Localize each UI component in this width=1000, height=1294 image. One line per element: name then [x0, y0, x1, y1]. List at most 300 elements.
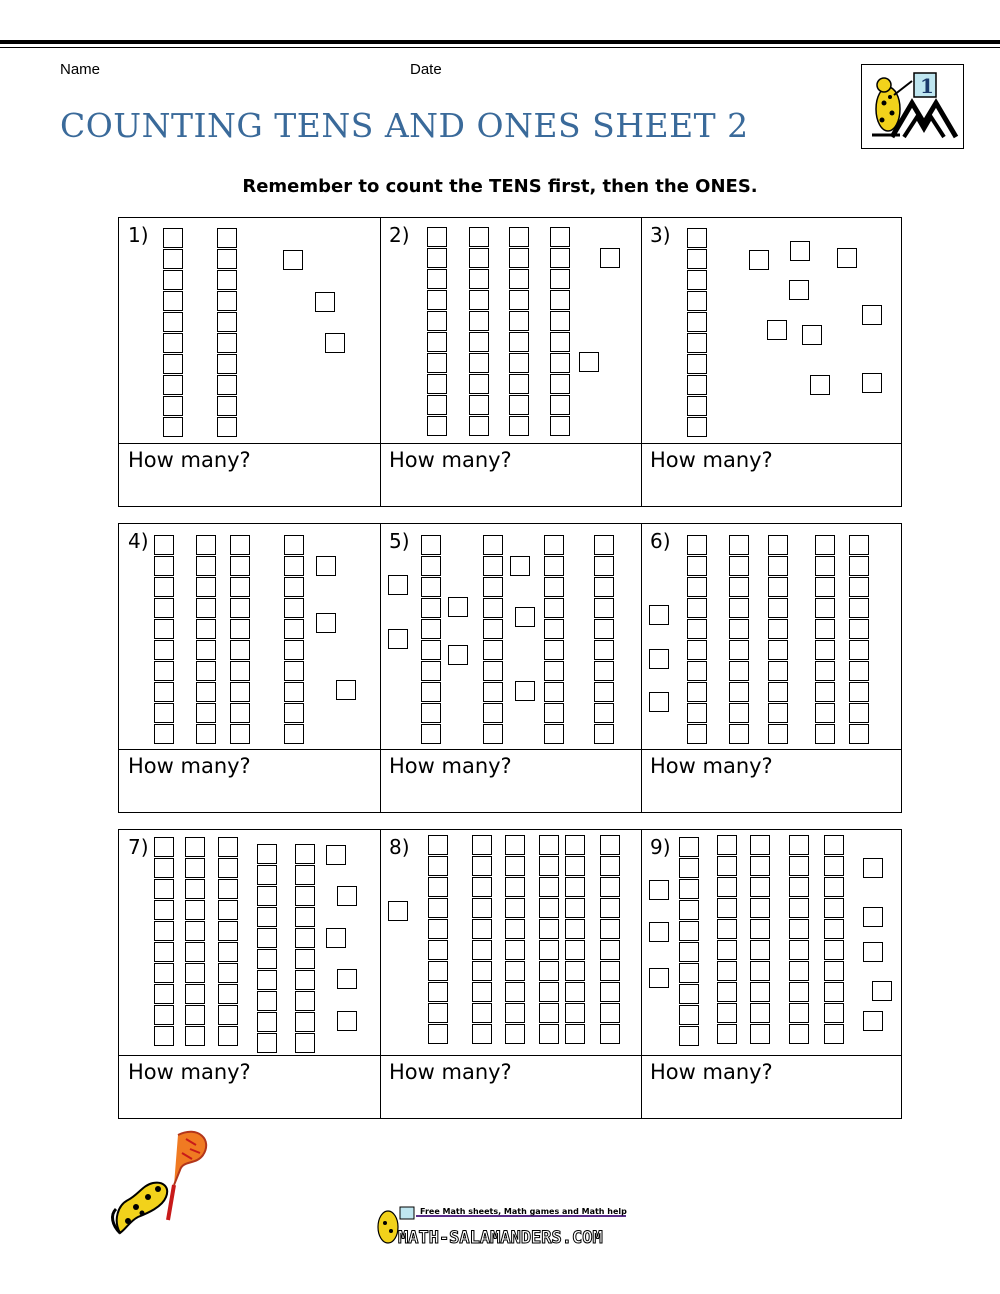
ten-rod-square — [824, 877, 844, 897]
ten-rod-square — [687, 703, 707, 723]
ten-rod-square — [154, 535, 174, 555]
ten-rod-square — [687, 375, 707, 395]
ten-rod-square — [849, 703, 869, 723]
ten-rod-square — [472, 940, 492, 960]
ten-rod-square — [717, 982, 737, 1002]
ten-rod-square — [428, 1024, 448, 1044]
ten-rod-square — [687, 619, 707, 639]
one-cube — [326, 845, 346, 865]
ten-rod-square — [544, 598, 564, 618]
ten-rod-square — [600, 961, 620, 981]
one-cube — [649, 605, 669, 625]
ten-rod-square — [594, 724, 614, 744]
ten-rod-square — [687, 291, 707, 311]
question-number: 7) — [128, 835, 149, 859]
ten-rod-square — [483, 535, 503, 555]
ten-rod-square — [257, 1033, 277, 1053]
ten-rod-square — [509, 227, 529, 247]
ten-rod-square — [550, 353, 570, 373]
ten-rod-square — [717, 940, 737, 960]
ten-rod-square — [483, 724, 503, 744]
ten-rod-square — [717, 1003, 737, 1023]
ten-rod-square — [421, 556, 441, 576]
question-number: 1) — [128, 223, 149, 247]
ten-rod-square — [154, 1026, 174, 1046]
answer-box[interactable] — [641, 1055, 901, 1119]
question-row-3 — [118, 829, 902, 1119]
ten-rod-square — [472, 1003, 492, 1023]
one-cube — [448, 645, 468, 665]
one-cube — [863, 942, 883, 962]
ten-rod-square — [427, 227, 447, 247]
one-cube — [863, 858, 883, 878]
ten-rod-square — [196, 724, 216, 744]
ten-rod-square — [789, 898, 809, 918]
ten-rod-square — [550, 248, 570, 268]
ten-rod-square — [594, 703, 614, 723]
ten-rod-square — [717, 835, 737, 855]
ten-rod-square — [472, 835, 492, 855]
ten-rod-square — [750, 835, 770, 855]
how-many-prompt: How many? — [128, 1060, 251, 1084]
ten-rod-square — [217, 249, 237, 269]
one-cube — [837, 248, 857, 268]
ten-rod-square — [594, 598, 614, 618]
question-number: 3) — [650, 223, 671, 247]
question-cell-4 — [119, 524, 381, 812]
ten-rod-square — [163, 228, 183, 248]
ten-rod-square — [687, 396, 707, 416]
question-cell-7 — [119, 830, 381, 1118]
ten-rod-square — [789, 835, 809, 855]
ten-rod-square — [421, 682, 441, 702]
ten-rod-square — [824, 982, 844, 1002]
ten-rod-square — [483, 703, 503, 723]
ten-rod-square — [539, 961, 559, 981]
ten-rod-square — [544, 619, 564, 639]
ten-rod-square — [539, 919, 559, 939]
ten-rod-square — [768, 535, 788, 555]
ten-rod-square — [824, 961, 844, 981]
ten-rod-square — [257, 991, 277, 1011]
ten-rod-square — [750, 856, 770, 876]
one-cube — [388, 901, 408, 921]
ten-rod-square — [295, 928, 315, 948]
grade-logo — [861, 64, 964, 149]
ten-rod-square — [230, 577, 250, 597]
one-cube — [316, 556, 336, 576]
ten-rod-square — [687, 312, 707, 332]
ten-rod-square — [469, 353, 489, 373]
ten-rod-square — [687, 270, 707, 290]
one-cube — [649, 692, 669, 712]
instruction-text: Remember to count the TENS first, then the ONES. — [242, 176, 758, 197]
one-cube — [810, 375, 830, 395]
ten-rod-square — [849, 724, 869, 744]
ten-rod-square — [539, 856, 559, 876]
ten-rod-square — [687, 577, 707, 597]
ten-rod-square — [230, 598, 250, 618]
ten-rod-square — [539, 982, 559, 1002]
name-label: Name — [60, 61, 101, 78]
question-number: 2) — [389, 223, 410, 247]
ten-rod-square — [824, 919, 844, 939]
ten-rod-square — [815, 619, 835, 639]
ten-rod-square — [509, 416, 529, 436]
ten-rod-square — [815, 661, 835, 681]
ten-rod-square — [679, 900, 699, 920]
ten-rod-square — [687, 333, 707, 353]
ten-rod-square — [217, 291, 237, 311]
ten-rod-square — [163, 375, 183, 395]
ten-rod-square — [550, 332, 570, 352]
ten-rod-square — [544, 640, 564, 660]
ten-rod-square — [185, 963, 205, 983]
question-number: 6) — [650, 529, 671, 553]
ten-rod-square — [594, 661, 614, 681]
ten-rod-square — [230, 661, 250, 681]
ten-rod-square — [539, 940, 559, 960]
ten-rod-square — [427, 374, 447, 394]
ten-rod-square — [217, 417, 237, 437]
ten-rod-square — [230, 724, 250, 744]
ten-rod-square — [849, 577, 869, 597]
one-cube — [448, 597, 468, 617]
ten-rod-square — [544, 703, 564, 723]
ten-rod-square — [154, 942, 174, 962]
ten-rod-square — [196, 640, 216, 660]
ten-rod-square — [679, 837, 699, 857]
ten-rod-square — [427, 416, 447, 436]
ten-rod-square — [550, 269, 570, 289]
ten-rod-square — [218, 942, 238, 962]
ten-rod-square — [472, 961, 492, 981]
ten-rod-square — [427, 248, 447, 268]
ten-rod-square — [544, 724, 564, 744]
ten-rod-square — [421, 577, 441, 597]
ten-rod-square — [472, 898, 492, 918]
ten-rod-square — [594, 682, 614, 702]
one-cube — [649, 922, 669, 942]
one-cube — [337, 886, 357, 906]
question-cell-8 — [380, 830, 642, 1118]
ten-rod-square — [218, 1026, 238, 1046]
ten-rod-square — [483, 598, 503, 618]
question-cell-2 — [380, 218, 642, 506]
ten-rod-square — [163, 312, 183, 332]
ten-rod-square — [679, 942, 699, 962]
ten-rod-square — [815, 682, 835, 702]
ten-rod-square — [421, 640, 441, 660]
ten-rod-square — [600, 982, 620, 1002]
ten-rod-square — [469, 374, 489, 394]
ten-rod-square — [185, 879, 205, 899]
ten-rod-square — [768, 619, 788, 639]
ten-rod-square — [679, 984, 699, 1004]
ten-rod-square — [815, 577, 835, 597]
question-number: 4) — [128, 529, 149, 553]
one-cube — [862, 305, 882, 325]
ten-rod-square — [539, 898, 559, 918]
one-cube — [872, 981, 892, 1001]
ten-rod-square — [565, 919, 585, 939]
ten-rod-square — [154, 619, 174, 639]
ten-rod-square — [824, 1003, 844, 1023]
how-many-prompt: How many? — [389, 448, 512, 472]
one-cube — [510, 556, 530, 576]
answer-box[interactable] — [380, 1055, 641, 1119]
ten-rod-square — [295, 1012, 315, 1032]
ten-rod-square — [824, 1024, 844, 1044]
question-number: 9) — [650, 835, 671, 859]
ten-rod-square — [539, 1024, 559, 1044]
ten-rod-square — [284, 577, 304, 597]
salamander-teacher-icon — [862, 65, 963, 148]
ten-rod-square — [539, 1003, 559, 1023]
ten-rod-square — [295, 991, 315, 1011]
ten-rod-square — [427, 269, 447, 289]
ten-rod-square — [217, 270, 237, 290]
ten-rod-square — [509, 332, 529, 352]
one-cube — [749, 250, 769, 270]
ten-rod-square — [218, 921, 238, 941]
ten-rod-square — [185, 900, 205, 920]
ten-rod-square — [849, 598, 869, 618]
ten-rod-square — [565, 940, 585, 960]
footer-logo[interactable] — [370, 1205, 632, 1247]
one-cube — [649, 880, 669, 900]
ten-rod-square — [750, 919, 770, 939]
ten-rod-square — [257, 1012, 277, 1032]
ten-rod-square — [768, 703, 788, 723]
ten-rod-square — [196, 556, 216, 576]
ten-rod-square — [163, 333, 183, 353]
ten-rod-square — [421, 661, 441, 681]
question-cell-6 — [641, 524, 901, 812]
ten-rod-square — [154, 661, 174, 681]
answer-box[interactable] — [119, 749, 380, 813]
ten-rod-square — [594, 619, 614, 639]
ten-rod-square — [154, 703, 174, 723]
ten-rod-square — [217, 228, 237, 248]
ten-rod-square — [218, 984, 238, 1004]
ten-rod-square — [427, 353, 447, 373]
ten-rod-square — [163, 249, 183, 269]
ten-rod-square — [483, 661, 503, 681]
ten-rod-square — [427, 290, 447, 310]
ten-rod-square — [217, 333, 237, 353]
answer-box[interactable] — [641, 749, 901, 813]
how-many-prompt: How many? — [128, 754, 251, 778]
answer-box[interactable] — [380, 443, 641, 507]
ten-rod-square — [544, 577, 564, 597]
ten-rod-square — [154, 837, 174, 857]
question-cell-3 — [641, 218, 901, 506]
ten-rod-square — [768, 640, 788, 660]
ten-rod-square — [295, 970, 315, 990]
ten-rod-square — [509, 269, 529, 289]
ten-rod-square — [687, 556, 707, 576]
ten-rod-square — [154, 1005, 174, 1025]
one-cube — [802, 325, 822, 345]
ten-rod-square — [230, 640, 250, 660]
ten-rod-square — [565, 1024, 585, 1044]
one-cube — [767, 320, 787, 340]
ten-rod-square — [849, 556, 869, 576]
ten-rod-square — [544, 682, 564, 702]
ten-rod-square — [218, 837, 238, 857]
ten-rod-square — [428, 835, 448, 855]
ten-rod-square — [428, 940, 448, 960]
ten-rod-square — [849, 640, 869, 660]
ten-rod-square — [594, 577, 614, 597]
question-cell-5 — [380, 524, 642, 812]
ten-rod-square — [687, 682, 707, 702]
ten-rod-square — [565, 961, 585, 981]
ten-rod-square — [196, 598, 216, 618]
how-many-prompt: How many? — [650, 1060, 773, 1084]
ten-rod-square — [849, 535, 869, 555]
one-cube — [388, 629, 408, 649]
ten-rod-square — [815, 556, 835, 576]
ten-rod-square — [509, 353, 529, 373]
ten-rod-square — [154, 858, 174, 878]
ten-rod-square — [729, 640, 749, 660]
ten-rod-square — [544, 661, 564, 681]
ten-rod-square — [750, 982, 770, 1002]
ten-rod-square — [217, 312, 237, 332]
ten-rod-square — [679, 963, 699, 983]
ten-rod-square — [544, 535, 564, 555]
ten-rod-square — [284, 556, 304, 576]
ten-rod-square — [428, 898, 448, 918]
question-cell-1 — [119, 218, 381, 506]
ten-rod-square — [185, 1026, 205, 1046]
one-cube — [579, 352, 599, 372]
ten-rod-square — [600, 919, 620, 939]
ten-rod-square — [163, 270, 183, 290]
ten-rod-square — [565, 877, 585, 897]
top-rule-thin — [0, 47, 1000, 48]
ten-rod-square — [505, 835, 525, 855]
ten-rod-square — [539, 877, 559, 897]
ten-rod-square — [196, 703, 216, 723]
ten-rod-square — [600, 898, 620, 918]
ten-rod-square — [789, 961, 809, 981]
ten-rod-square — [717, 961, 737, 981]
ten-rod-square — [550, 311, 570, 331]
top-rule — [0, 40, 1000, 44]
ten-rod-square — [729, 703, 749, 723]
ten-rod-square — [163, 291, 183, 311]
ten-rod-square — [550, 374, 570, 394]
one-cube — [326, 928, 346, 948]
ten-rod-square — [483, 619, 503, 639]
ten-rod-square — [750, 877, 770, 897]
answer-box[interactable] — [380, 749, 641, 813]
ten-rod-square — [824, 835, 844, 855]
ten-rod-square — [594, 535, 614, 555]
ten-rod-square — [284, 619, 304, 639]
salamander-icon — [108, 1125, 220, 1240]
ten-rod-square — [469, 227, 489, 247]
ten-rod-square — [815, 640, 835, 660]
ten-rod-square — [565, 856, 585, 876]
ten-rod-square — [729, 556, 749, 576]
ten-rod-square — [421, 598, 441, 618]
answer-box[interactable] — [119, 443, 380, 507]
ten-rod-square — [717, 856, 737, 876]
ten-rod-square — [428, 1003, 448, 1023]
ten-rod-square — [185, 942, 205, 962]
ten-rod-square — [421, 724, 441, 744]
ten-rod-square — [550, 227, 570, 247]
ten-rod-square — [505, 961, 525, 981]
ten-rod-square — [295, 949, 315, 969]
ten-rod-square — [154, 598, 174, 618]
how-many-prompt: How many? — [389, 1060, 512, 1084]
ten-rod-square — [185, 837, 205, 857]
grade-number: 1 — [920, 74, 934, 98]
footer-site: MATH-SALAMANDERS.COM — [398, 1228, 603, 1247]
ten-rod-square — [687, 417, 707, 437]
one-cube — [337, 969, 357, 989]
ten-rod-square — [218, 879, 238, 899]
ten-rod-square — [789, 1024, 809, 1044]
ten-rod-square — [768, 556, 788, 576]
ten-rod-square — [505, 877, 525, 897]
ten-rod-square — [687, 249, 707, 269]
ten-rod-square — [185, 1005, 205, 1025]
ten-rod-square — [750, 940, 770, 960]
ten-rod-square — [428, 856, 448, 876]
ten-rod-square — [750, 1003, 770, 1023]
ten-rod-square — [284, 535, 304, 555]
ten-rod-square — [196, 682, 216, 702]
ten-rod-square — [218, 963, 238, 983]
ten-rod-square — [505, 982, 525, 1002]
ten-rod-square — [815, 724, 835, 744]
ten-rod-square — [428, 877, 448, 897]
ten-rod-square — [729, 682, 749, 702]
one-cube — [600, 248, 620, 268]
answer-box[interactable] — [119, 1055, 380, 1119]
ten-rod-square — [824, 940, 844, 960]
ten-rod-square — [789, 856, 809, 876]
ten-rod-square — [729, 619, 749, 639]
ten-rod-square — [565, 982, 585, 1002]
question-number: 5) — [389, 529, 410, 553]
ten-rod-square — [469, 416, 489, 436]
ten-rod-square — [284, 661, 304, 681]
ten-rod-square — [789, 877, 809, 897]
answer-box[interactable] — [641, 443, 901, 507]
ten-rod-square — [196, 619, 216, 639]
ten-rod-square — [284, 682, 304, 702]
question-cell-9 — [641, 830, 901, 1118]
ten-rod-square — [717, 919, 737, 939]
ten-rod-square — [163, 417, 183, 437]
ten-rod-square — [483, 682, 503, 702]
ten-rod-square — [505, 1003, 525, 1023]
ten-rod-square — [687, 661, 707, 681]
ten-rod-square — [217, 375, 237, 395]
ten-rod-square — [154, 879, 174, 899]
ten-rod-square — [600, 856, 620, 876]
how-many-prompt: How many? — [128, 448, 251, 472]
ten-rod-square — [789, 1003, 809, 1023]
ten-rod-square — [594, 556, 614, 576]
